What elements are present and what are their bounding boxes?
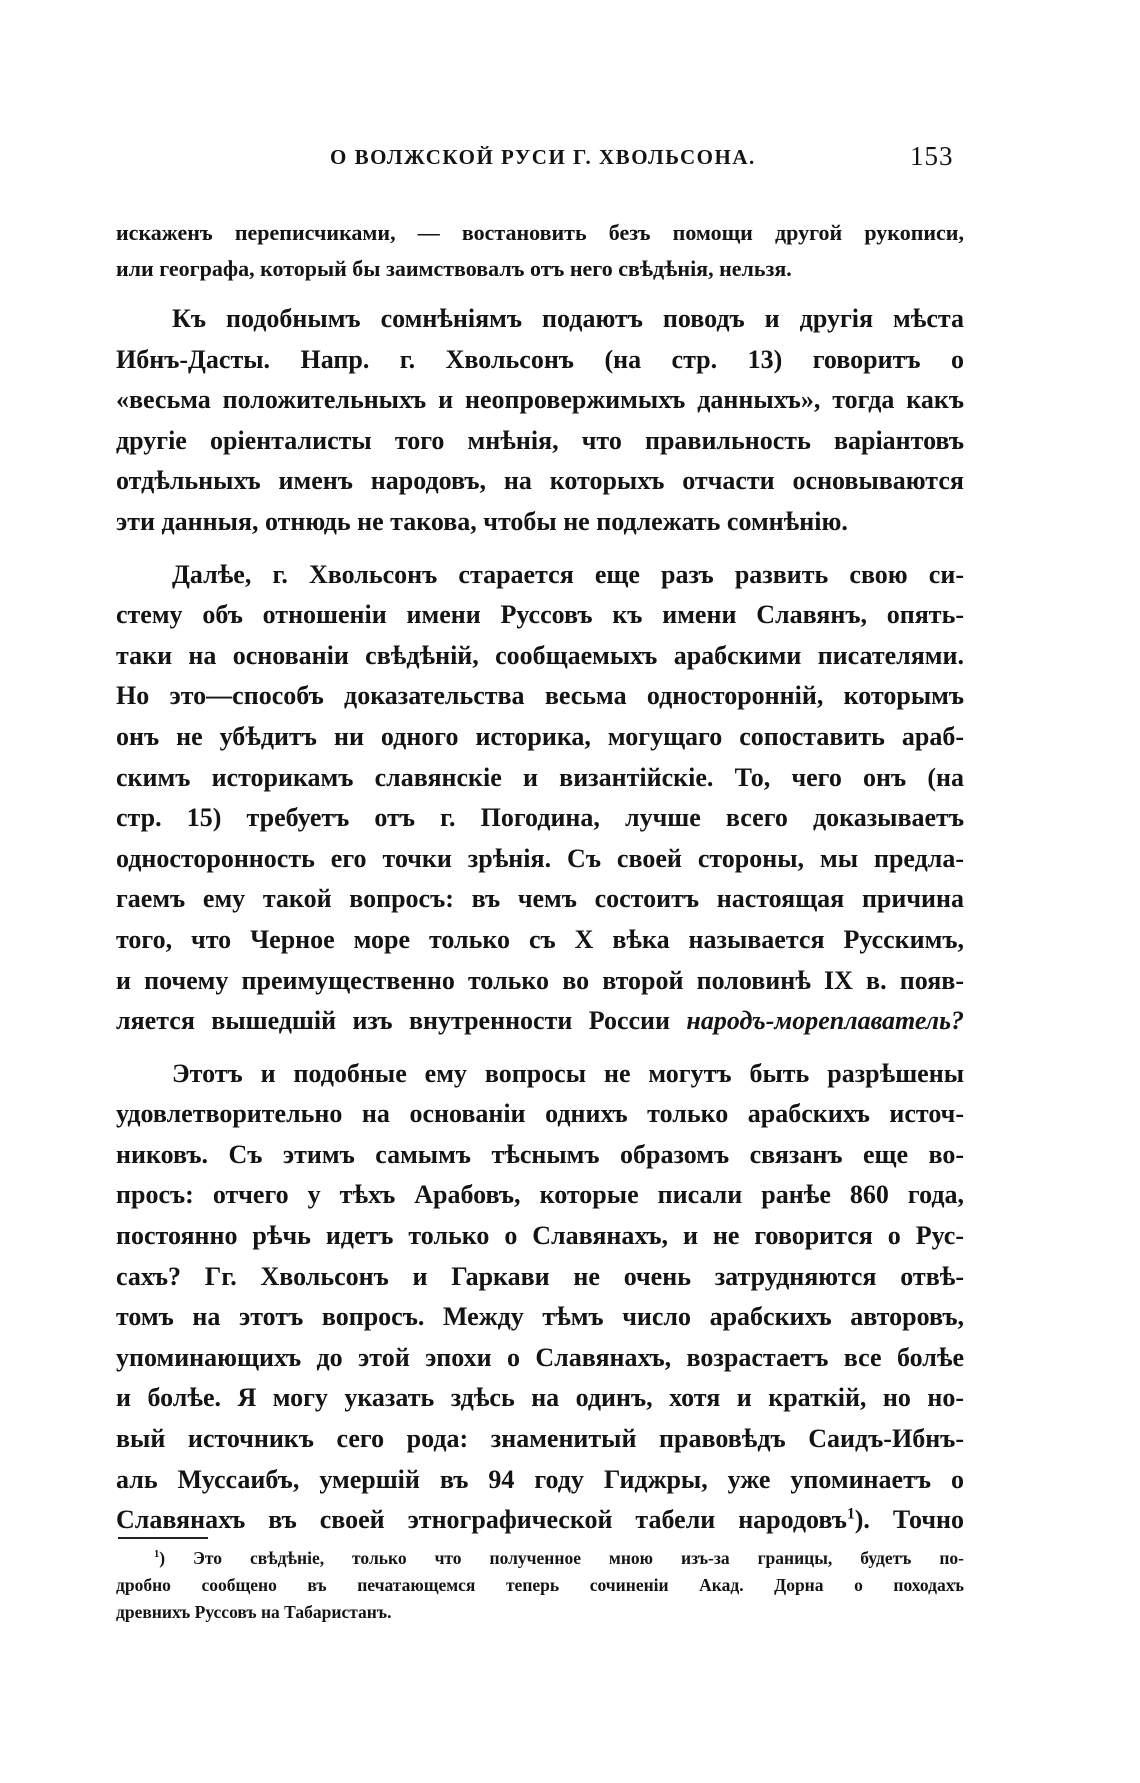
text-line: аль Муссаибъ, умершій въ 94 году Гиджры, уже упоминаетъ о [116,1464,964,1494]
text-segment: ). Точно [854,1505,964,1535]
text-line: эти данныя, отнюдь не такова, чтобы не подлежать сомнѣнію. [116,506,848,536]
text-line: стр. 15) требуетъ отъ г. Погодина, лучше всего доказываетъ [116,803,964,833]
text-segment: Славянахъ въ своей этнографической табели народовъ [116,1505,847,1535]
text-line: онъ не убѣдитъ ни одного историка, могущаго сопоставить араб- [116,721,964,751]
text-line: отдѣльныхъ именъ народовъ, на которыхъ отчасти основываются [116,466,964,496]
text-segment: ) Это свѣдѣніе, только что полученное мною изъ-за границы, будетъ по- [159,1548,964,1568]
text-segment: ляется вышедшій изъ внутренности России [116,1006,671,1036]
text-line: односторонность его точки зрѣнія. Съ своей стороны, мы предла- [116,843,964,873]
page-header [0,141,1140,185]
footnote-line: дробно сообщено въ печатающемся теперь сочиненіи Акад. Дорна о походахъ [116,1575,964,1595]
text-line: другіе оріенталисты того мнѣнія, что правильность варіантовъ [116,425,964,455]
text-line: таки на основаніи свѣдѣній, сообщаемыхъ арабскими писателями. [116,640,964,670]
text-line: Этотъ и подобные ему вопросы не могутъ быть разрѣшены [172,1058,964,1088]
footnote-line: древнихъ Руссовъ на Табаристанъ. [116,1602,392,1622]
paragraph-continuation [116,215,964,287]
footnote-divider [118,1537,208,1539]
text-line: постоянно рѣчь идетъ только о Славянахъ, и не говорится о Рус- [116,1221,964,1251]
text-line: удовлетворительно на основаніи однихъ только арабскихъ источ- [116,1099,964,1129]
text-line: гаемъ ему такой вопросъ: въ чемъ состоитъ настоящая причина [116,884,964,914]
text-line-mixed [116,1001,964,1042]
text-line: просъ: отчего у тѣхъ Арабовъ, которые писали ранѣе 860 года, [116,1180,964,1210]
text-line: или географа, который бы заимствовалъ отъ него свѣдѣнія, нельзя. [116,256,792,281]
text-line: Ибнъ-Дасты. Напр. г. Хвольсонъ (на стр. 13) говоритъ о [116,344,964,374]
text-line: и почему преимущественно только во второй половинѣ IX в. появ- [116,965,964,995]
text-line: никовъ. Съ этимъ самымъ тѣснымъ образомъ связанъ еще во- [116,1139,964,1169]
text-line: стему объ отношеніи имени Руссовъ къ имени Славянъ, опять- [116,600,964,630]
text-line: того, что Черное море только съ X вѣка называется Русскимъ, [116,924,964,954]
text-line: Къ подобнымъ сомнѣніямъ подаютъ поводъ и другія мѣста [172,304,964,333]
paragraph [116,555,964,1042]
text-line: и болѣе. Я могу указать здѣсь на одинъ, хотя и краткій, но но- [116,1383,964,1413]
text-line: вый источникъ сего рода: знаменитый правовѣдъ Саидъ-Ибнъ- [116,1424,964,1454]
text-line: упоминающихъ до этой эпохи о Славянахъ, возрастаетъ все болѣе [116,1342,964,1372]
footnote-reference[interactable]: 1 [846,1505,855,1523]
paragraph [116,1054,964,1541]
italic-phrase: народъ-мореплаватель? [686,1006,965,1036]
footnote-line [116,1545,964,1572]
text-line: сахъ? Гг. Хвольсонъ и Гаркави не очень затрудняются отвѣ- [116,1261,964,1291]
body-text [116,215,964,1553]
text-line-mixed [116,1500,964,1541]
text-line: «весьма положительныхъ и неопровержимыхъ данныхъ», тогда какъ [116,385,964,415]
text-line: томъ на этотъ вопросъ. Между тѣмъ число арабскихъ авторовъ, [116,1302,964,1332]
text-line: Но это—способъ доказательства весьма односторонній, которымъ [116,681,964,711]
text-line: искаженъ переписчиками, — востановить безъ помощи другой рукописи, [116,220,964,245]
running-title: О ВОЛЖСКОЙ РУСИ Г. ХВОЛЬСОНА. [330,145,756,169]
footnote [116,1545,964,1626]
paragraph [116,299,964,543]
text-line: скимъ историкамъ славянскіе и византійскіе. То, чего онъ (на [116,762,964,792]
text-line: Далѣе, г. Хвольсонъ старается еще разъ развить свою си- [172,559,964,589]
footnote-marker: 1 [154,1549,160,1561]
page-number: 153 [910,141,954,171]
